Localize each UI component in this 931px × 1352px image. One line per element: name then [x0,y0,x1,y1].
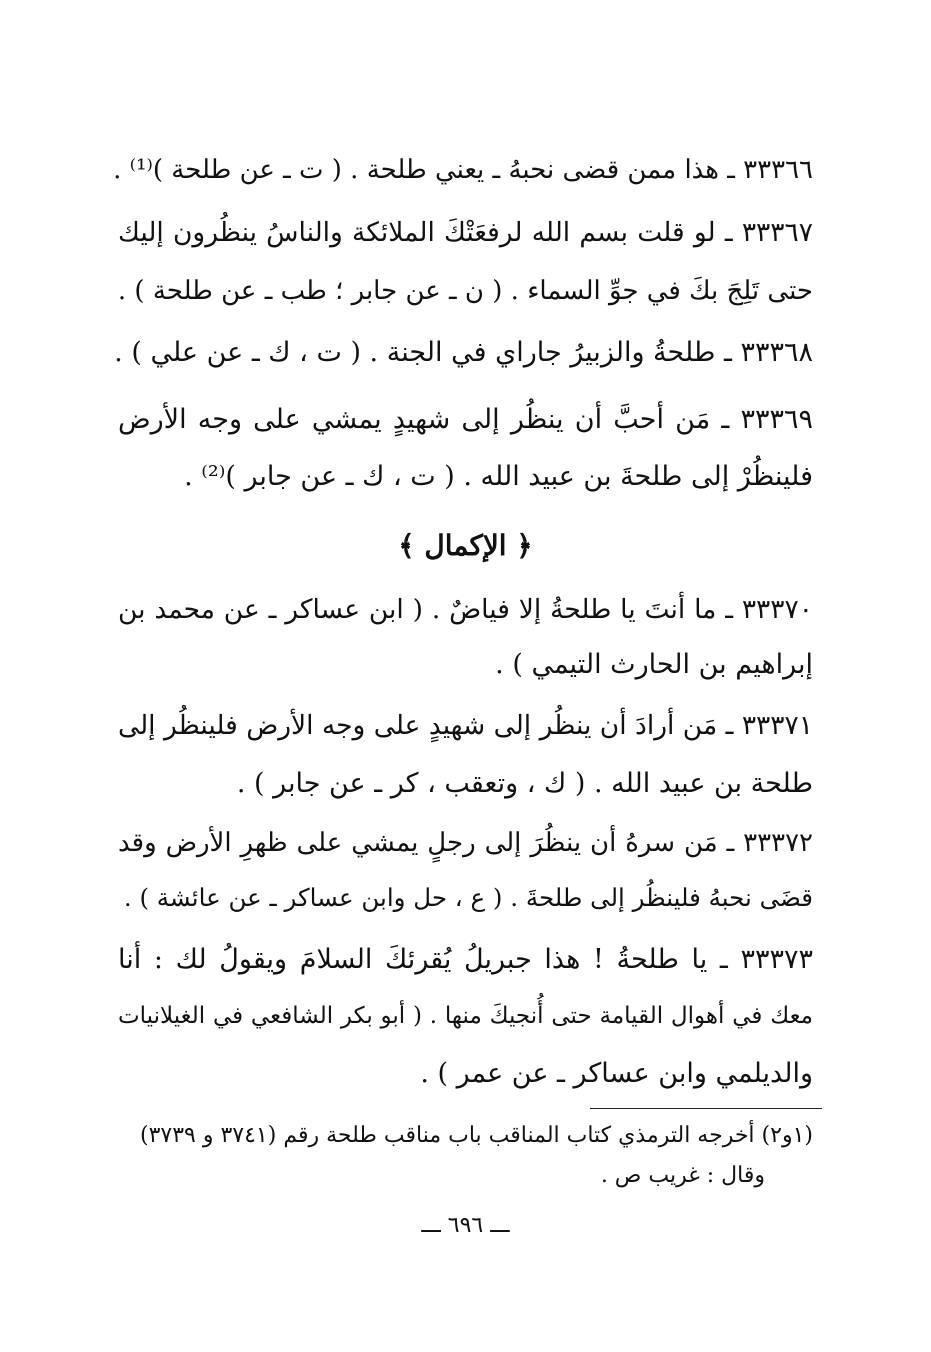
hadith-33372-line-2: قضَى نحبهُ فلينظُر إلى طلحةَ . ( ع ، حل وابن عساكر ـ عن عائشة ) . [123,883,813,912]
hadith-33373-line-1: ٣٣٣٧٣ ـ يا طلحةُ ! هذا جبريلُ يُقرئكَ السلامَ ويقولُ لك : أنا [118,944,813,975]
footnote-line-1: (١و٢) أخرجه الترمذي كتاب المناقب باب مناقب طلحة رقم (٣٧٤١ و ٣٧٣٩) [140,1123,813,1148]
hadith-33369-line-2: فلينظُرْ إلى طلحةَ بن عبيد الله . ( ت ، ك ـ عن جابر )⁽²⁾ . [184,461,813,492]
hadith-33370-line-2: إبراهيم بن الحارث التيمي ) . [495,649,813,680]
footnote-separator [590,1108,822,1109]
hadith-33370-line-1: ٣٣٣٧٠ ـ ما أنتَ يا طلحةُ إلا فياضٌ . ( ابن عساكر ـ عن محمد بن [118,594,813,625]
hadith-33371-line-2: طلحة بن عبيد الله . ( ك ، وتعقب ، كر ـ عن جابر ) . [236,768,813,799]
hadith-33367-line-2: حتى تَلِجَ بكَ في جوِّ السماء . ( ن ـ عن جابر ؛ طب ـ عن طلحة ) . [117,276,813,306]
hadith-33372-line-1: ٣٣٣٧٢ ـ مَن سرهُ أن ينظُرَ إلى رجلٍ يمشي على ظهرِ الأرض وقد [118,828,813,858]
hadith-33366-line-1: ٣٣٣٦٦ ـ هذا ممن قضى نحبهُ ـ يعني طلحة . ( ت ـ عن طلحة )⁽¹⁾ . [113,155,813,185]
hadith-33369-line-1: ٣٣٣٦٩ ـ مَن أحبَّ أن ينظُر إلى شهيدٍ يمشي على وجه الأرض [118,404,813,435]
hadith-33373-line-3: والديلمي وابن عساكر ـ عن عمر ) . [420,1058,813,1089]
page-number: ـــ ٦٩٦ ـــ [421,1213,510,1238]
section-heading-ikmal: ﴿ الإكمال ﴾ [398,529,533,562]
hadith-33371-line-1: ٣٣٣٧١ ـ مَن أرادَ أن ينظُر إلى شهيدٍ على وجه الأرض فلينظُر إلى [118,710,813,741]
hadith-33373-line-2: معك في أهوال القيامة حتى أُنجيكَ منها . ( أبو بكر الشافعي في الغيلانيات [118,1003,813,1029]
hadith-33368-line-1: ٣٣٣٦٨ ـ طلحةُ والزبيرُ جاراي في الجنة . ( ت ، ك ـ عن علي ) . [114,337,813,368]
footnote-line-2: وقال : غريب ص . [600,1163,765,1188]
hadith-33367-line-1: ٣٣٣٦٧ ـ لو قلت بسم الله لرفعَتْكَ الملائكة والناسُ ينظُرون إليك [118,217,813,248]
